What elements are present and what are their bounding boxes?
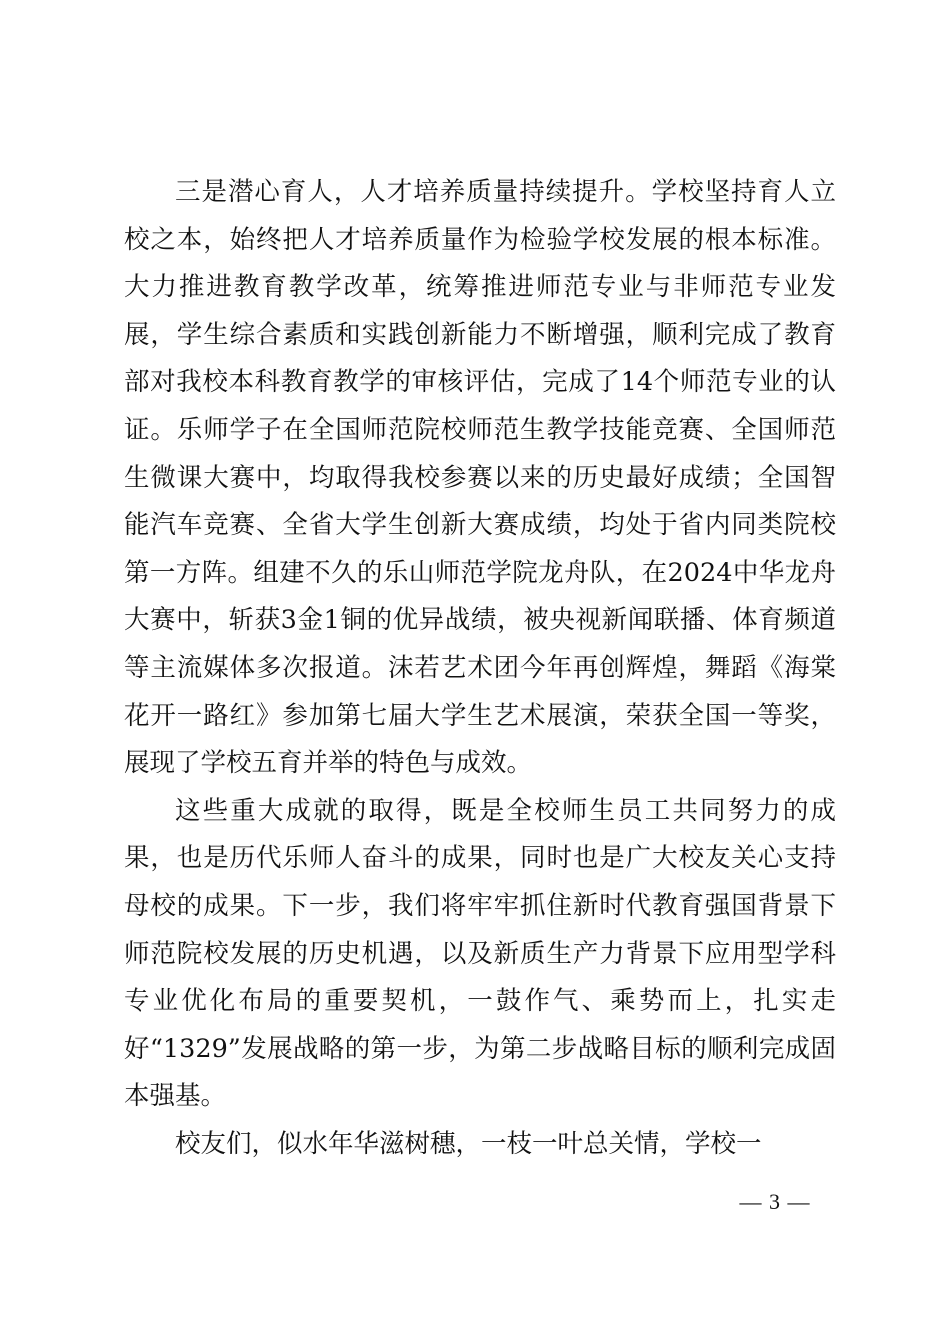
paragraph-alumni: 校友们，似水年华滋树穗，一枝一叶总关情，学校一 <box>175 1128 762 1159</box>
paragraph-achievements-next-steps: 这些重大成就的取得，既是全校师生员工共同努力的成果，也是历代乐师人奋斗的成果，同时也是广大校友关心支持母校的成果。下一步，我们将牢牢抓住新时代教育强国背景下师范院校发展的历史机遇，以及新质生产力背景下应用型学科专业优化布局的重要契机，一鼓作气、乘势而上，扎实走好“1329”发展战略的第一步，为第二步战略目标的顺利完成固本强基。 <box>124 795 836 1112</box>
page-number: — 3 — <box>739 1189 811 1214</box>
paragraph-talent-cultivation: 三是潜心育人，人才培养质量持续提升。学校坚持育人立校之本，始终把人才培养质量作为检验学校发展的根本标准。大力推进教育教学改革，统筹推进师范专业与非师范专业发展，学生综合素质和实践创新能力不断增强，顺利完成了教育部对我校本科教育教学的审核评估，完成了14个师范专业的认证。乐师学子在全国师范院校师范生教学技能竞赛、全国师范生微课大赛中，均取得我校参赛以来的历史最好成绩；全国智能汽车竞赛、全省大学生创新大赛成绩，均处于省内同类院校第一方阵。组建不久的乐山师范学院龙舟队，在2024中华龙舟大赛中，斩获3金1铜的优异战绩，被央视新闻联播、体育频道等主流媒体多次报道。沫若艺术团今年再创辉煌，舞蹈《海棠花开一路红》参加第七届大学生艺术展演，荣获全国一等奖，展现了学校五育并举的特色与成效。 <box>124 177 836 779</box>
document-body <box>124 169 836 1168</box>
